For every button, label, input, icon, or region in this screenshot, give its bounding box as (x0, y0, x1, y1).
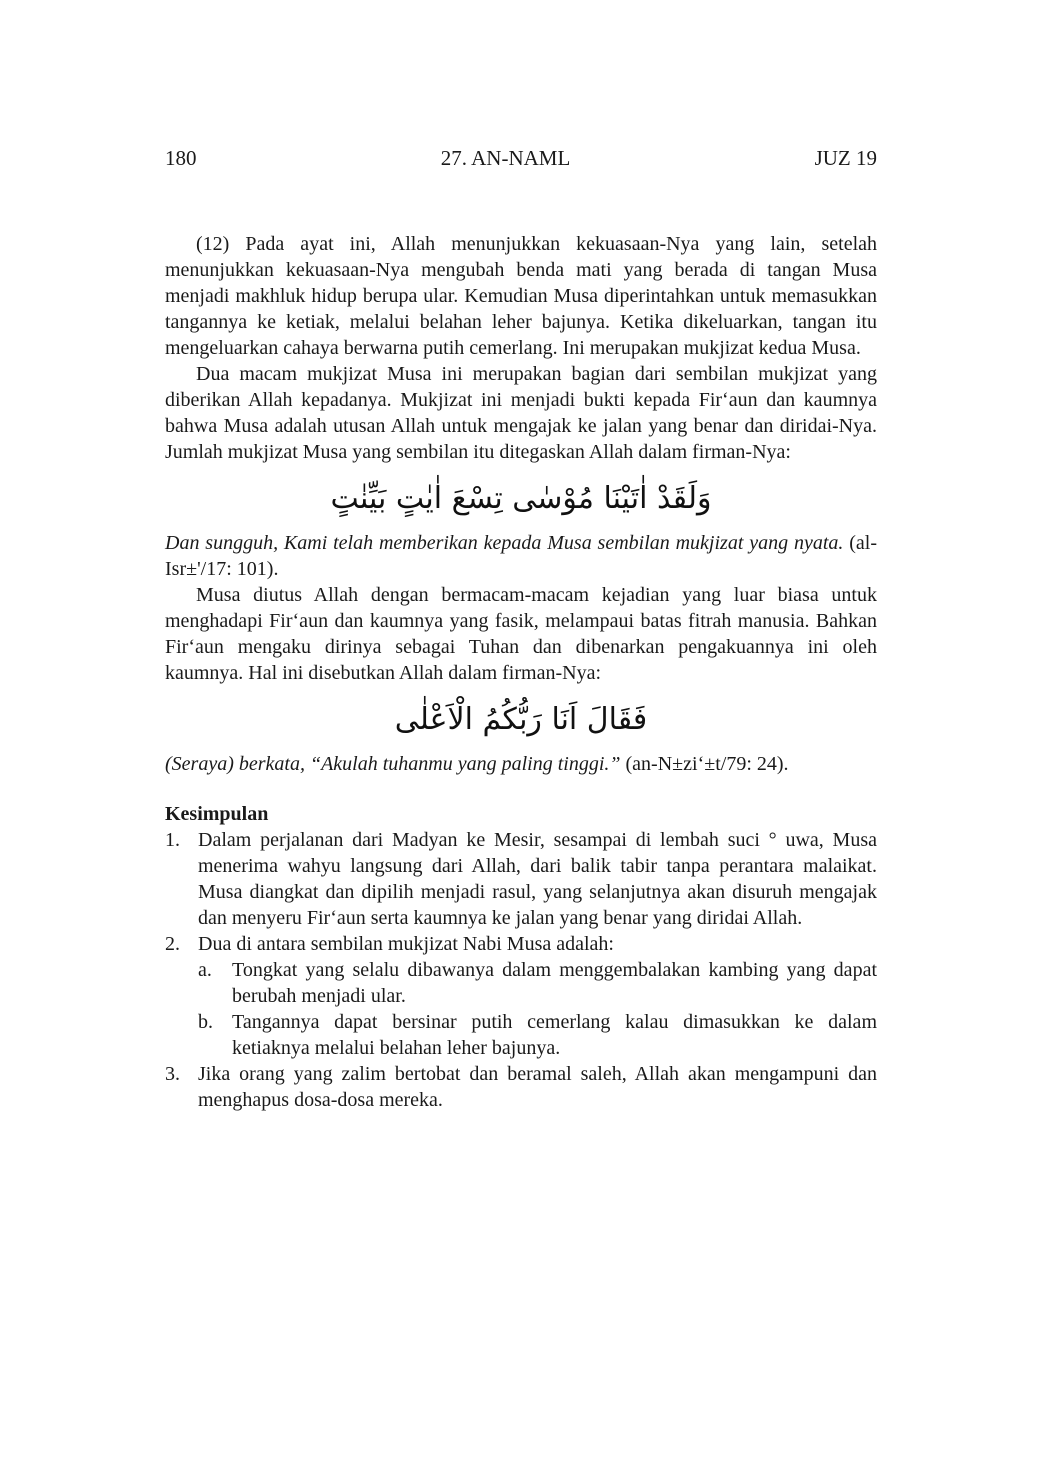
item-text: Tangannya dapat bersinar putih cemerlang kalau dimasukkan ke dalam ketiaknya melalui belahan leher bajunya. (232, 1011, 877, 1059)
arabic-verse-1: وَلَقَدْ اٰتَيْنَا مُوْسٰى تِسْعَ اٰيٰتٍ بَيِّنٰتٍ (330, 481, 712, 516)
item-marker: 3. (165, 1063, 180, 1085)
item-text: Dua di antara sembilan mukjizat Nabi Musa adalah: (198, 933, 614, 955)
item-marker: 2. (165, 933, 180, 955)
chapter-title: 27. AN-NAML (440, 146, 571, 170)
verse-translation-2 (165, 751, 877, 777)
item-text: Tongkat yang selalu dibawanya dalam menggembalakan kambing yang dapat berubah menjadi ular. (232, 959, 877, 1007)
conclusion-item-2a (198, 957, 877, 1009)
verse-translation-1-italic: Dan sungguh, Kami telah memberikan kepada Musa sembilan mukjizat yang nyata. (165, 532, 844, 554)
page-content (165, 145, 877, 1113)
item-marker: 1. (165, 829, 180, 851)
item-marker: a. (198, 959, 212, 981)
item-text: Dalam perjalanan dari Madyan ke Mesir, sesampai di lembah suci ° uwa, Musa menerima wahyu langsung dari Allah, dari balik tabir tanpa perantara malaikat. Musa diangkat dan dipilih menjadi rasul, yang selanjutnya akan disuruh mengajak dan menyeru Fir‘aun serta kaumnya ke jalan yang benar yang diridai Allah. (198, 829, 877, 929)
arabic-verse-2: فَقَالَ اَنَا رَبُّكُمُ الْاَعْلٰى (394, 702, 648, 737)
page-header (165, 145, 877, 171)
paragraph-1: (12) Pada ayat ini, Allah menunjukkan kekuasaan-Nya yang lain, setelah menunjukkan kekuasaan-Nya mengubah benda mati yang berada di tangan Musa menjadi makhluk hidup berupa ular. Kemudian Musa diperintahkan untuk memasukkan tangannya ke ketiak, melalui belahan leher bajunya. Ketika dikeluarkan, tangan itu mengeluarkan cahaya berwarna putih cemerlang. Ini merupakan mukjizat kedua Musa. (165, 233, 877, 359)
verse-translation-1 (165, 530, 877, 582)
conclusion-item-2 (165, 931, 877, 1061)
paragraph-2: Dua macam mukjizat Musa ini merupakan bagian dari sembilan mukjizat yang diberikan Allah kepadanya. Mukjizat ini menjadi bukti kepada Fir‘aun dan kaumnya bahwa Musa adalah utusan Allah untuk mengajak ke jalan yang benar dan diridai-Nya. Jumlah mukjizat Musa yang sembilan itu ditegaskan Allah dalam firman-Nya: (165, 363, 877, 463)
page-number: 180 (165, 146, 197, 170)
conclusion-heading: Kesimpulan (165, 803, 269, 825)
verse-translation-2-italic: (Seraya) berkata, “Akulah tuhanmu yang paling tinggi.” (165, 753, 621, 775)
conclusion-item-3 (165, 1061, 877, 1113)
conclusion-item-1 (165, 827, 877, 931)
item-marker: b. (198, 1011, 213, 1033)
item-text: Jika orang yang zalim bertobat dan beramal saleh, Allah akan mengampuni dan menghapus dosa-dosa mereka. (198, 1063, 877, 1111)
paragraph-3: Musa diutus Allah dengan bermacam-macam kejadian yang luar biasa untuk menghadapi Fir‘aun dan kaumnya yang fasik, melampaui batas fitrah manusia. Bahkan Fir‘aun mengaku dirinya sebagai Tuhan dan dibenarkan pengakuannya ini oleh kaumnya. Hal ini disebutkan Allah dalam firman-Nya: (165, 584, 877, 684)
body-text (165, 231, 877, 1113)
verse-reference-1: (al-Isr±'/17: 101). (165, 532, 878, 580)
conclusion-item-2b (198, 1009, 877, 1061)
juz-label: JUZ 19 (814, 146, 877, 170)
verse-reference-2: (an-N±zi‘±t/79: 24). (625, 753, 789, 775)
